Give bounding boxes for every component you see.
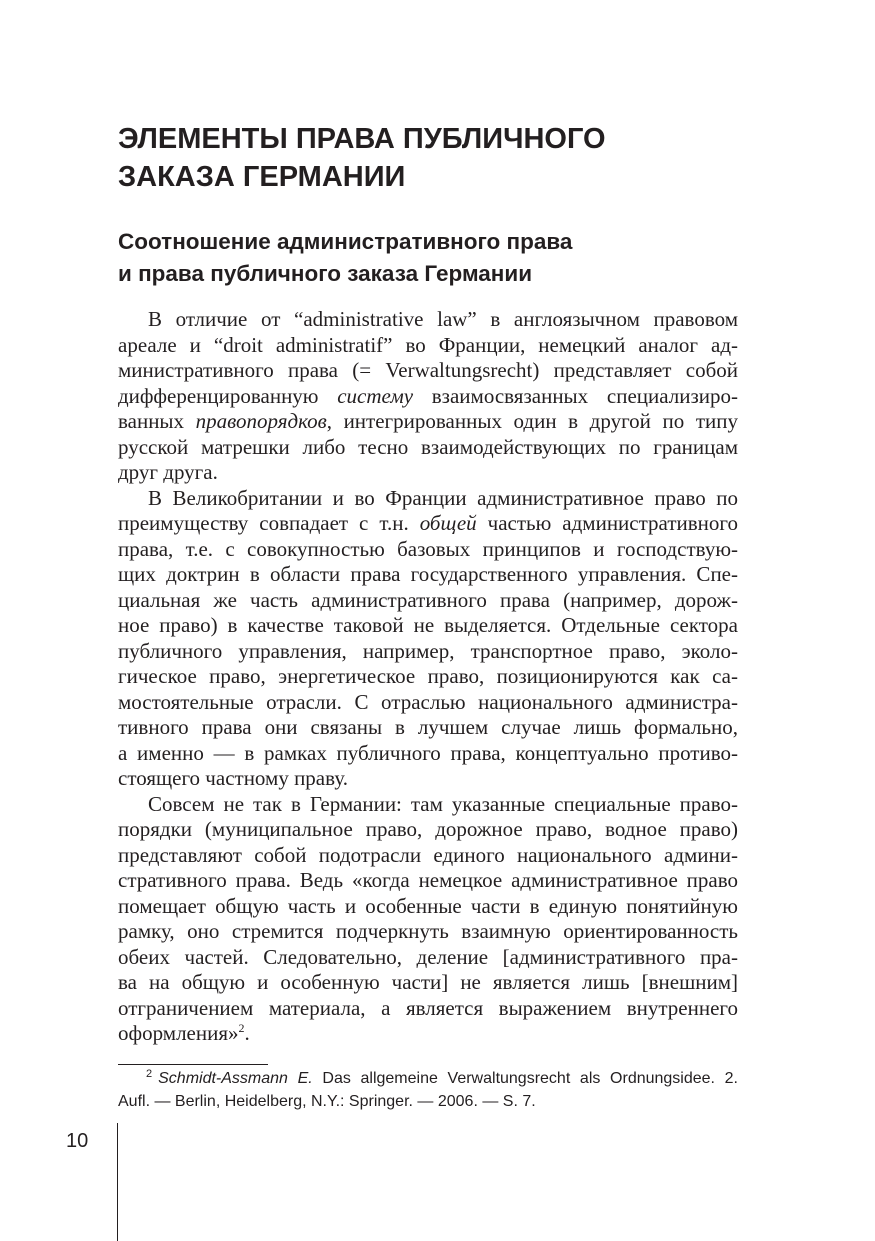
text-run: . (244, 1021, 250, 1045)
text-line (118, 537, 738, 563)
text-run: ва на общую и особенную части] не является лишь [внешним] (118, 970, 738, 994)
text-run: мостоятельные отрасли. С отраслью национального администра- (118, 689, 738, 714)
text-line (118, 435, 738, 461)
text-run: русской матрешки либо тесно взаимодействующих по границам (118, 434, 738, 459)
text-line (118, 307, 738, 333)
footnote-line (118, 1068, 738, 1091)
page-number: 10 (66, 1130, 89, 1152)
text-line (118, 919, 738, 945)
text-line (118, 511, 738, 537)
text-line (118, 945, 738, 971)
chapter-title-line: ЗАКАЗА ГЕРМАНИИ (118, 161, 406, 193)
text-run: стративного права. Ведь «когда немецкое административное право (118, 868, 738, 892)
text-run: ванных (118, 409, 196, 433)
text-run: частью административного (476, 511, 738, 535)
text-run: ареале и “droit administratif” во Франции, немецкий аналог ад- (118, 332, 738, 357)
text-line (118, 384, 738, 410)
text-line (118, 333, 738, 359)
text-run: дифференцированную (118, 383, 338, 408)
section-title (118, 226, 758, 290)
text-run: а именно — в рамках публичного права, концептуально противо- (118, 740, 738, 765)
text-run: порядки (муниципальное право, дорожное право, водное право) (118, 817, 738, 841)
footnote-number: 2 (146, 1068, 153, 1080)
text-line (118, 486, 738, 512)
text-line (118, 715, 738, 741)
text-run: министративного права (= Verwaltungsrecht) представляет собой (118, 358, 738, 382)
chapter-title (118, 120, 758, 196)
text-run: помещает общую часть и особенные части в единую понятийную (118, 893, 738, 918)
italic-text: Schmidt-Assmann E. (158, 1070, 313, 1087)
chapter-title-line: ЭЛЕМЕНТЫ ПРАВА ПУБЛИЧНОГО (118, 123, 606, 155)
text-run: тивного права они связаны в лучшем случае лишь формально, (118, 715, 738, 739)
italic-text: правопорядков (195, 409, 327, 433)
footnote-reference: 2 (238, 1021, 245, 1035)
text-line (118, 766, 738, 792)
text-run: ное право) в качестве таковой не выделяется. Отдельные сектора (118, 613, 738, 637)
text-run: , интегрированных один в другой по типу (326, 409, 738, 433)
text-line (118, 639, 738, 665)
text-line (118, 358, 738, 384)
text-run: оформления» (118, 1021, 239, 1045)
section-title-line: и права публичного заказа Германии (118, 261, 533, 286)
text-line (118, 409, 738, 435)
footnote-line (118, 1091, 738, 1113)
margin-rule (117, 1123, 118, 1241)
text-line (118, 843, 738, 869)
text-line (118, 894, 738, 920)
section-title-line: Соотношение административного права (118, 229, 573, 254)
text-line (118, 664, 738, 690)
text-run: циальная же часть административного права (например, дорож- (118, 587, 738, 612)
body-text (118, 307, 738, 1047)
text-run: права, т.е. с совокупностью базовых принципов и господствую- (118, 536, 738, 561)
text-run: гическое право, энергетическое право, позиционируются как са- (118, 664, 738, 688)
text-line (118, 460, 738, 486)
text-run: Совсем не так в Германии: там указанные специальные право- (148, 791, 738, 816)
text-run: В Великобритании и во Франции административное право по (148, 485, 738, 510)
text-line (118, 1021, 738, 1047)
text-run: друг друга. (118, 460, 218, 484)
paragraph (118, 486, 738, 792)
text-run: отграничением материала, а является выражением внутреннего (118, 995, 738, 1020)
text-line (118, 792, 738, 818)
text-line (118, 690, 738, 716)
text-run: взаимосвязанных специализиро- (413, 383, 738, 408)
text-line (118, 817, 738, 843)
text-run: щих доктрин в области права государственного управления. Спе- (118, 562, 738, 586)
text-line (118, 741, 738, 767)
footnote (118, 1068, 738, 1113)
text-line (118, 996, 738, 1022)
text-line (118, 970, 738, 996)
text-run: Aufl. — Berlin, Heidelberg, N.Y.: Springer. — 2006. — S. 7. (118, 1093, 536, 1110)
text-line (118, 588, 738, 614)
text-run: В отличие от “administrative law” в англоязычном правовом (148, 307, 738, 331)
text-run: обеих частей. Следовательно, деление [административного пра- (118, 944, 738, 969)
text-run: преимуществу совпадает с т.н. (118, 511, 420, 535)
text-run: представляют собой подотрасли единого национального админи- (118, 842, 738, 867)
text-run: Das allgemeine Verwaltungsrecht als Ordnungsidee. 2. (312, 1070, 739, 1087)
text-run: рамку, оно стремится подчеркнуть взаимную ориентированность (118, 919, 738, 943)
text-run: стоящего частному праву. (118, 766, 348, 790)
text-line (118, 562, 738, 588)
text-line (118, 868, 738, 894)
italic-text: систему (337, 383, 414, 408)
paragraph (118, 307, 738, 486)
paragraph (118, 792, 738, 1047)
text-run: публичного управления, например, транспортное право, эколо- (118, 638, 738, 663)
footnote-divider (118, 1064, 268, 1065)
italic-text: общей (419, 511, 477, 535)
text-line (118, 613, 738, 639)
